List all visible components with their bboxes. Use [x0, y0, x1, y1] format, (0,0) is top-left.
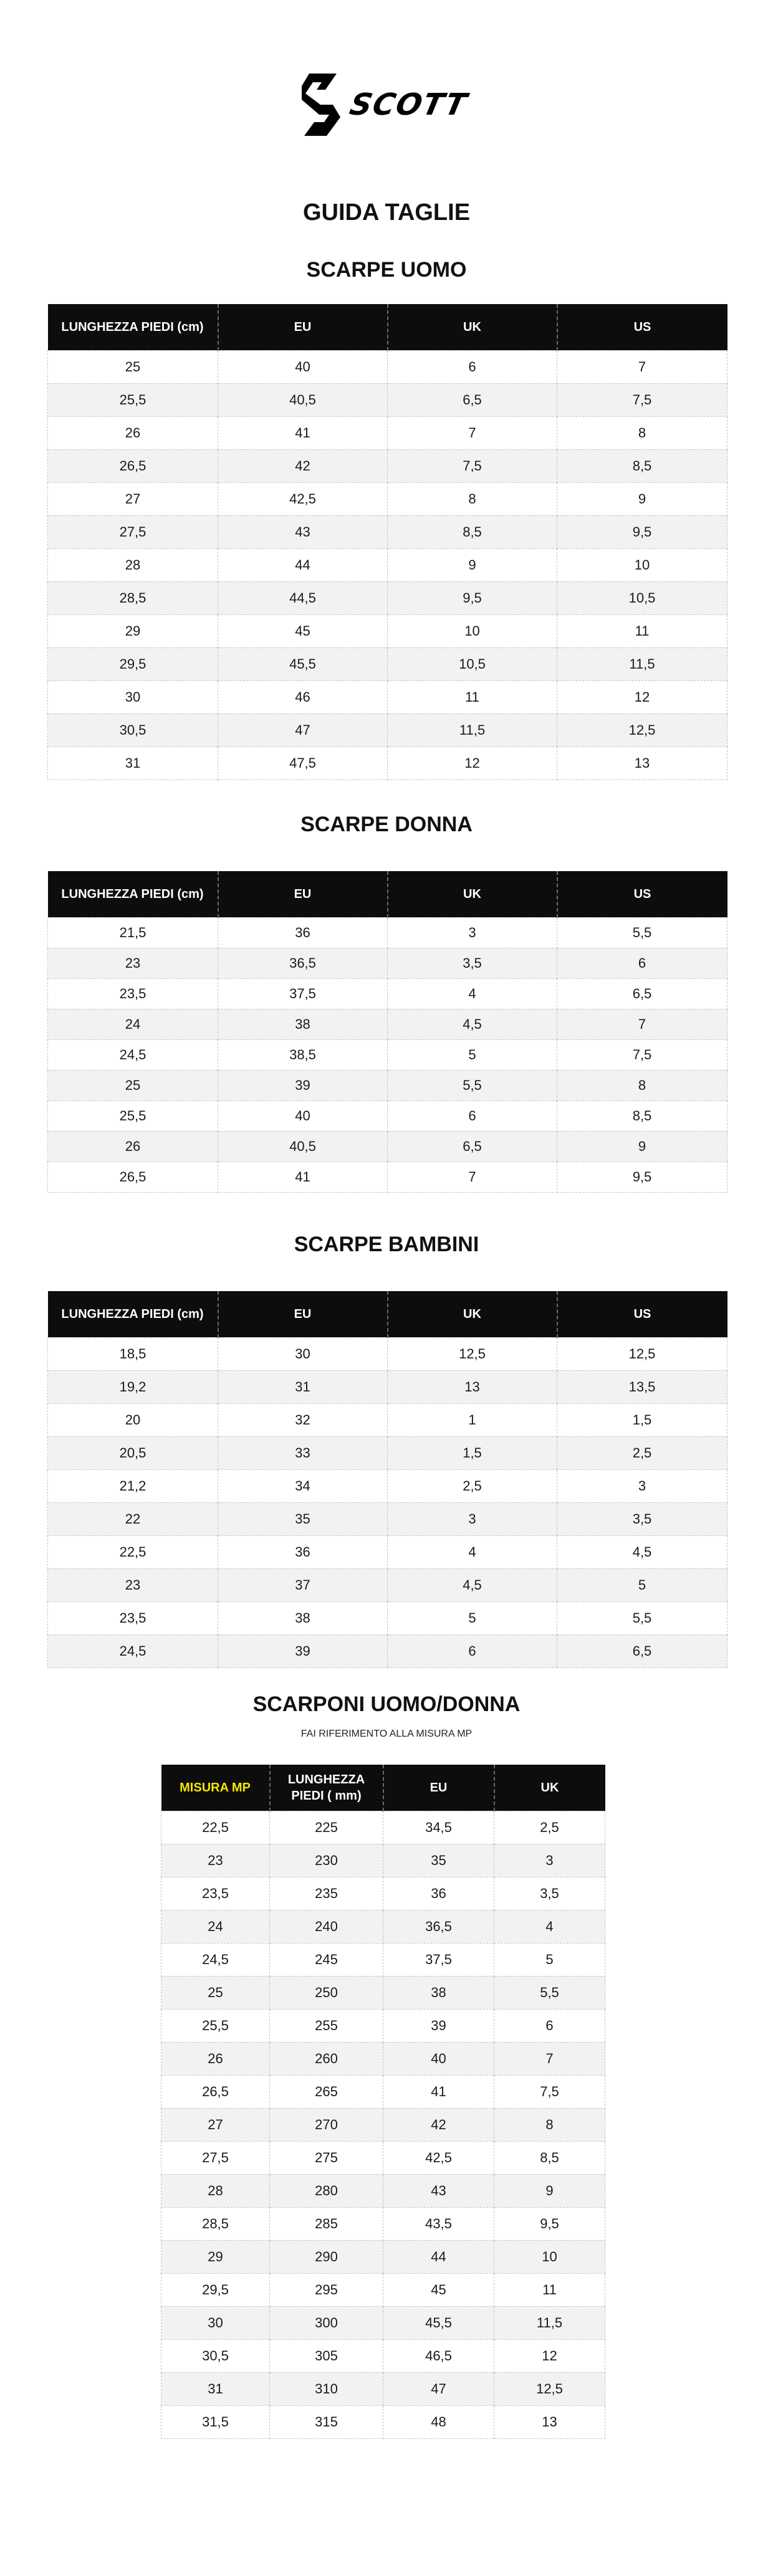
table-cell: 41 — [383, 2075, 494, 2108]
table-cell: 23,5 — [48, 1601, 218, 1634]
table-cell: 310 — [270, 2372, 383, 2405]
table-cell: 44 — [383, 2240, 494, 2273]
column-header: US — [557, 1291, 727, 1337]
table-cell: 11 — [388, 680, 557, 713]
brand-logo[interactable] — [300, 72, 475, 137]
table-cell: 9 — [557, 1131, 727, 1162]
table-cell: 9,5 — [557, 515, 727, 548]
table-row — [161, 2306, 605, 2339]
table-cell: 10 — [557, 548, 727, 581]
size-table-boots — [161, 1765, 605, 2439]
table-cell: 6 — [388, 1634, 557, 1667]
table-cell: 35 — [218, 1502, 388, 1535]
table-cell: 23,5 — [161, 1877, 270, 1910]
table-row — [48, 1502, 727, 1535]
table-cell: 1,5 — [388, 1436, 557, 1469]
table-cell: 2,5 — [388, 1469, 557, 1502]
table-row — [161, 2141, 605, 2174]
table-cell: 290 — [270, 2240, 383, 2273]
table-cell: 26 — [48, 1131, 218, 1162]
table-cell: 25 — [48, 1070, 218, 1100]
table-cell: 25 — [161, 1976, 270, 2009]
table-cell: 40 — [218, 1100, 388, 1131]
table-cell: 11,5 — [494, 2306, 605, 2339]
table-row — [48, 350, 727, 383]
table-cell: 47 — [383, 2372, 494, 2405]
scott-emblem-icon — [300, 72, 344, 137]
table-cell: 11,5 — [557, 647, 727, 680]
table-cell: 26,5 — [48, 449, 218, 482]
table-cell: 40 — [218, 350, 388, 383]
table-cell: 28 — [48, 548, 218, 581]
table-cell: 8 — [557, 1070, 727, 1100]
table-cell: 37,5 — [383, 1943, 494, 1976]
table-cell: 25,5 — [48, 1100, 218, 1131]
table-cell: 45,5 — [218, 647, 388, 680]
table-row — [161, 2174, 605, 2207]
table-cell: 10 — [494, 2240, 605, 2273]
column-header: US — [557, 871, 727, 917]
table-cell: 270 — [270, 2108, 383, 2141]
table-cell: 26,5 — [48, 1162, 218, 1192]
table-row — [161, 1877, 605, 1910]
table-row — [48, 1469, 727, 1502]
table-cell: 10,5 — [557, 581, 727, 614]
table-cell: 7,5 — [388, 449, 557, 482]
table-cell: 35 — [383, 1844, 494, 1877]
table-cell: 29,5 — [161, 2273, 270, 2306]
table-cell: 12,5 — [494, 2372, 605, 2405]
table-cell: 3,5 — [557, 1502, 727, 1535]
table-cell: 225 — [270, 1811, 383, 1844]
table-cell: 7 — [494, 2042, 605, 2075]
table-cell: 7,5 — [557, 1039, 727, 1070]
table-row — [161, 2009, 605, 2042]
column-header: EU — [218, 304, 388, 350]
table-cell: 22 — [48, 1502, 218, 1535]
page-title: GUIDA TAGLIE — [302, 199, 471, 226]
table-cell: 39 — [218, 1634, 388, 1667]
table-cell: 30 — [218, 1337, 388, 1370]
table-row — [48, 1634, 727, 1667]
table-cell: 13 — [494, 2405, 605, 2438]
table-cell: 7 — [388, 416, 557, 449]
table-cell: 22,5 — [48, 1535, 218, 1568]
table-cell: 36,5 — [218, 948, 388, 978]
table-cell: 27,5 — [161, 2141, 270, 2174]
table-cell: 22,5 — [161, 1811, 270, 1844]
table-cell: 25,5 — [48, 383, 218, 416]
table-cell: 36 — [218, 917, 388, 948]
table-cell: 6,5 — [388, 1131, 557, 1162]
table-row — [161, 1976, 605, 2009]
table-cell: 7,5 — [494, 2075, 605, 2108]
column-header: EU — [218, 871, 388, 917]
table-cell: 28 — [161, 2174, 270, 2207]
table-row — [48, 383, 727, 416]
table-cell: 3 — [494, 1844, 605, 1877]
table-cell: 37,5 — [218, 978, 388, 1009]
table-cell: 1,5 — [557, 1403, 727, 1436]
column-header: MISURA MP — [161, 1765, 270, 1811]
table-cell: 48 — [383, 2405, 494, 2438]
size-table-kids — [47, 1291, 727, 1668]
table-cell: 6,5 — [557, 978, 727, 1009]
table-cell: 43 — [383, 2174, 494, 2207]
table-cell: 3,5 — [388, 948, 557, 978]
column-header: UK — [494, 1765, 605, 1811]
table-cell: 7 — [557, 1009, 727, 1039]
table-cell: 45,5 — [383, 2306, 494, 2339]
table-cell: 42 — [383, 2108, 494, 2141]
table-cell: 45 — [383, 2273, 494, 2306]
table-row — [48, 978, 727, 1009]
table-cell: 34 — [218, 1469, 388, 1502]
table-cell: 26 — [161, 2042, 270, 2075]
table-cell: 34,5 — [383, 1811, 494, 1844]
table-cell: 9,5 — [494, 2207, 605, 2240]
table-cell: 28,5 — [48, 581, 218, 614]
table-cell: 47 — [218, 713, 388, 747]
table-row — [48, 1162, 727, 1192]
table-cell: 31 — [218, 1370, 388, 1403]
table-cell: 26,5 — [161, 2075, 270, 2108]
table-cell: 3 — [557, 1469, 727, 1502]
table-row — [161, 1910, 605, 1943]
table-row — [48, 1009, 727, 1039]
table-cell: 300 — [270, 2306, 383, 2339]
table-cell: 24,5 — [161, 1943, 270, 1976]
table-cell: 29 — [48, 614, 218, 647]
table-cell: 23 — [48, 1568, 218, 1601]
table-row — [48, 416, 727, 449]
table-cell: 25 — [48, 350, 218, 383]
section-title-women: SCARPE DONNA — [300, 813, 473, 836]
table-row — [161, 2339, 605, 2372]
table-cell: 24 — [161, 1910, 270, 1943]
table-row — [161, 2273, 605, 2306]
table-row — [161, 2372, 605, 2405]
table-cell: 6 — [494, 2009, 605, 2042]
boots-note: FAI RIFERIMENTO ALLA MISURA MP — [300, 1729, 473, 1739]
table-cell: 42,5 — [383, 2141, 494, 2174]
table-cell: 9 — [494, 2174, 605, 2207]
table-row — [161, 2405, 605, 2438]
table-cell: 36,5 — [383, 1910, 494, 1943]
table-cell: 315 — [270, 2405, 383, 2438]
column-header: EU — [383, 1765, 494, 1811]
section-title-boots: SCARPONI UOMO/DONNA — [252, 1692, 521, 1716]
table-cell: 46,5 — [383, 2339, 494, 2372]
table-row — [48, 747, 727, 780]
table-cell: 44 — [218, 548, 388, 581]
column-header: LUNGHEZZA PIEDI (cm) — [48, 1291, 218, 1337]
table-row — [48, 1370, 727, 1403]
table-cell: 28,5 — [161, 2207, 270, 2240]
table-cell: 5,5 — [557, 917, 727, 948]
column-header: UK — [388, 871, 557, 917]
table-cell: 37 — [218, 1568, 388, 1601]
table-cell: 8 — [388, 482, 557, 515]
table-cell: 11 — [557, 614, 727, 647]
table-cell: 3 — [388, 917, 557, 948]
table-row — [161, 2108, 605, 2141]
table-cell: 10,5 — [388, 647, 557, 680]
table-cell: 32 — [218, 1403, 388, 1436]
column-header: EU — [218, 1291, 388, 1337]
table-cell: 27 — [161, 2108, 270, 2141]
table-cell: 45 — [218, 614, 388, 647]
table-row — [48, 1403, 727, 1436]
table-cell: 6,5 — [557, 1634, 727, 1667]
size-table-men — [47, 304, 727, 780]
table-cell: 27 — [48, 482, 218, 515]
table-cell: 260 — [270, 2042, 383, 2075]
table-row — [161, 2075, 605, 2108]
table-cell: 29,5 — [48, 647, 218, 680]
table-row — [48, 1436, 727, 1469]
table-row — [48, 1535, 727, 1568]
table-cell: 12 — [557, 680, 727, 713]
table-cell: 38,5 — [218, 1039, 388, 1070]
table-cell: 265 — [270, 2075, 383, 2108]
table-cell: 13 — [388, 1370, 557, 1403]
table-cell: 44,5 — [218, 581, 388, 614]
table-cell: 43 — [218, 515, 388, 548]
table-cell: 7 — [388, 1162, 557, 1192]
table-cell: 46 — [218, 680, 388, 713]
table-row — [48, 713, 727, 747]
table-row — [161, 1844, 605, 1877]
table-row — [48, 482, 727, 515]
table-cell: 4 — [388, 978, 557, 1009]
table-cell: 2,5 — [557, 1436, 727, 1469]
column-header: LUNGHEZZA PIEDI (cm) — [48, 304, 218, 350]
table-cell: 38 — [218, 1009, 388, 1039]
table-cell: 31 — [48, 747, 218, 780]
table-cell: 31,5 — [161, 2405, 270, 2438]
table-row — [48, 548, 727, 581]
table-cell: 235 — [270, 1877, 383, 1910]
table-cell: 20 — [48, 1403, 218, 1436]
table-cell: 250 — [270, 1976, 383, 2009]
table-cell: 2,5 — [494, 1811, 605, 1844]
table-row — [48, 1100, 727, 1131]
table-cell: 4,5 — [557, 1535, 727, 1568]
table-cell: 4 — [388, 1535, 557, 1568]
table-cell: 8 — [557, 416, 727, 449]
table-cell: 42 — [218, 449, 388, 482]
column-header: US — [557, 304, 727, 350]
table-row — [161, 2240, 605, 2273]
section-title-men: SCARPE UOMO — [306, 258, 467, 282]
table-cell: 1 — [388, 1403, 557, 1436]
table-cell: 30 — [48, 680, 218, 713]
table-cell: 29 — [161, 2240, 270, 2273]
table-cell: 47,5 — [218, 747, 388, 780]
table-cell: 255 — [270, 2009, 383, 2042]
table-cell: 23 — [161, 1844, 270, 1877]
table-cell: 7 — [557, 350, 727, 383]
table-row — [48, 647, 727, 680]
table-cell: 20,5 — [48, 1436, 218, 1469]
column-header: UK — [388, 304, 557, 350]
table-cell: 9 — [388, 548, 557, 581]
table-cell: 8 — [494, 2108, 605, 2141]
table-cell: 3 — [388, 1502, 557, 1535]
table-cell: 10 — [388, 614, 557, 647]
table-row — [48, 1131, 727, 1162]
table-cell: 4 — [494, 1910, 605, 1943]
table-row — [161, 1811, 605, 1844]
table-cell: 12 — [494, 2339, 605, 2372]
table-cell: 24,5 — [48, 1039, 218, 1070]
table-cell: 12,5 — [557, 1337, 727, 1370]
table-cell: 305 — [270, 2339, 383, 2372]
table-cell: 38 — [383, 1976, 494, 2009]
size-table-women — [47, 871, 727, 1193]
table-cell: 5 — [388, 1039, 557, 1070]
table-cell: 3,5 — [494, 1877, 605, 1910]
table-cell: 7,5 — [557, 383, 727, 416]
column-header: LUNGHEZZA PIEDI (cm) — [48, 871, 218, 917]
section-title-kids: SCARPE BAMBINI — [294, 1233, 479, 1256]
table-cell: 30,5 — [161, 2339, 270, 2372]
table-cell: 43,5 — [383, 2207, 494, 2240]
table-cell: 6 — [557, 948, 727, 978]
table-cell: 36 — [218, 1535, 388, 1568]
table-cell: 30,5 — [48, 713, 218, 747]
table-cell: 42,5 — [218, 482, 388, 515]
table-row — [48, 614, 727, 647]
table-row — [48, 1601, 727, 1634]
table-cell: 13 — [557, 747, 727, 780]
table-cell: 8,5 — [557, 1100, 727, 1131]
table-cell: 24 — [48, 1009, 218, 1039]
table-cell: 8,5 — [557, 449, 727, 482]
table-row — [48, 948, 727, 978]
table-cell: 13,5 — [557, 1370, 727, 1403]
table-cell: 5 — [388, 1601, 557, 1634]
table-cell: 40,5 — [218, 1131, 388, 1162]
table-cell: 280 — [270, 2174, 383, 2207]
table-cell: 240 — [270, 1910, 383, 1943]
table-cell: 6 — [388, 350, 557, 383]
table-cell: 9 — [557, 482, 727, 515]
table-row — [161, 1943, 605, 1976]
table-cell: 27,5 — [48, 515, 218, 548]
table-cell: 38 — [218, 1601, 388, 1634]
table-cell: 40 — [383, 2042, 494, 2075]
table-row — [48, 917, 727, 948]
table-cell: 5 — [557, 1568, 727, 1601]
table-cell: 295 — [270, 2273, 383, 2306]
table-row — [48, 1039, 727, 1070]
table-cell: 26 — [48, 416, 218, 449]
table-cell: 30 — [161, 2306, 270, 2339]
table-cell: 11,5 — [388, 713, 557, 747]
table-row — [48, 1070, 727, 1100]
table-cell: 230 — [270, 1844, 383, 1877]
column-header: LUNGHEZZA PIEDI ( mm) — [270, 1765, 383, 1811]
table-cell: 5,5 — [388, 1070, 557, 1100]
table-row — [161, 2207, 605, 2240]
table-cell: 4,5 — [388, 1568, 557, 1601]
table-row — [48, 449, 727, 482]
table-cell: 31 — [161, 2372, 270, 2405]
table-row — [161, 2042, 605, 2075]
table-cell: 25,5 — [161, 2009, 270, 2042]
table-cell: 21,5 — [48, 917, 218, 948]
table-cell: 39 — [218, 1070, 388, 1100]
table-cell: 285 — [270, 2207, 383, 2240]
table-cell: 275 — [270, 2141, 383, 2174]
column-header: UK — [388, 1291, 557, 1337]
table-cell: 9,5 — [557, 1162, 727, 1192]
table-cell: 36 — [383, 1877, 494, 1910]
table-cell: 5,5 — [494, 1976, 605, 2009]
table-cell: 6 — [388, 1100, 557, 1131]
table-cell: 12,5 — [388, 1337, 557, 1370]
table-cell: 23,5 — [48, 978, 218, 1009]
table-cell: 18,5 — [48, 1337, 218, 1370]
table-cell: 21,2 — [48, 1469, 218, 1502]
table-cell: 8,5 — [494, 2141, 605, 2174]
table-cell: 24,5 — [48, 1634, 218, 1667]
table-cell: 6,5 — [388, 383, 557, 416]
table-cell: 11 — [494, 2273, 605, 2306]
brand-wordmark: SCOTT — [347, 87, 471, 122]
table-cell: 23 — [48, 948, 218, 978]
table-row — [48, 581, 727, 614]
table-row — [48, 515, 727, 548]
table-cell: 12 — [388, 747, 557, 780]
table-cell: 5,5 — [557, 1601, 727, 1634]
table-cell: 5 — [494, 1943, 605, 1976]
table-cell: 9,5 — [388, 581, 557, 614]
table-cell: 4,5 — [388, 1009, 557, 1039]
table-cell: 39 — [383, 2009, 494, 2042]
table-cell: 41 — [218, 416, 388, 449]
table-cell: 8,5 — [388, 515, 557, 548]
table-cell: 245 — [270, 1943, 383, 1976]
table-cell: 41 — [218, 1162, 388, 1192]
table-row — [48, 1568, 727, 1601]
table-cell: 33 — [218, 1436, 388, 1469]
table-cell: 40,5 — [218, 383, 388, 416]
table-cell: 12,5 — [557, 713, 727, 747]
table-row — [48, 1337, 727, 1370]
table-row — [48, 680, 727, 713]
table-cell: 19,2 — [48, 1370, 218, 1403]
